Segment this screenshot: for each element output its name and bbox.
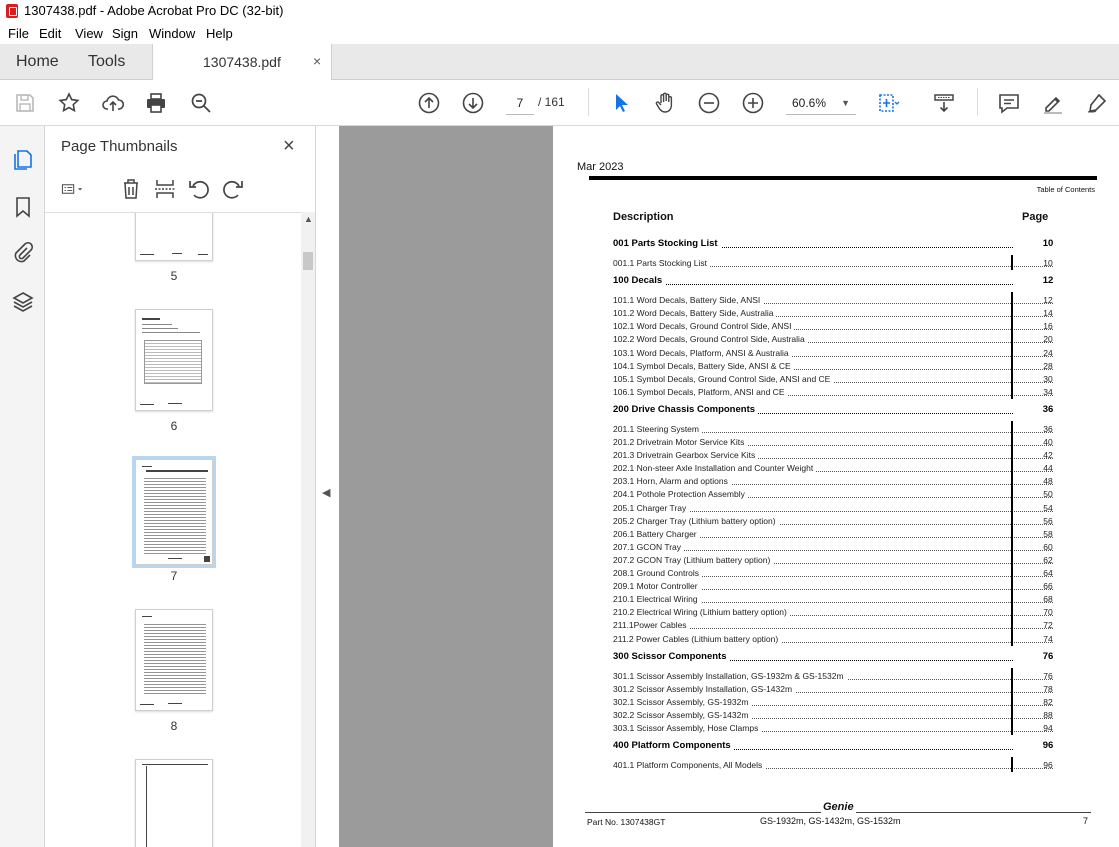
- toc-entry-page: 34: [1043, 386, 1053, 397]
- toc-entry-title: 207.2 GCON Tray (Lithium battery option): [613, 555, 773, 565]
- toc-margin-bar: [1011, 757, 1013, 772]
- toc-entry[interactable]: [613, 437, 1053, 450]
- bookmark-star-icon[interactable]: [57, 91, 81, 115]
- thumbnail-page-number: 7: [170, 569, 178, 583]
- toc-entry-title: 102.1 Word Decals, Ground Control Side, ANSI: [613, 321, 794, 331]
- page-thumbnail-9[interactable]: [135, 759, 213, 847]
- toc-entry-page: 96: [1043, 760, 1053, 771]
- extract-page-icon[interactable]: [153, 177, 177, 201]
- page-total: / 161: [538, 95, 565, 109]
- toc-entry-page: 94: [1043, 723, 1053, 733]
- thumbnail-list: [45, 212, 301, 847]
- thumbnail-page-number: 6: [170, 419, 178, 433]
- toc-entry-title: 101.2 Word Decals, Battery Side, Australia: [613, 308, 776, 318]
- toc-entry-page: 50: [1043, 489, 1053, 500]
- close-tab-icon[interactable]: ×: [313, 53, 322, 69]
- main-toolbar: [0, 80, 1119, 126]
- toc-entry-page: 82: [1043, 696, 1053, 707]
- tab-bar: [0, 44, 1119, 80]
- toc-section-heading[interactable]: [613, 740, 1053, 753]
- toc-entry-page: 96: [1042, 740, 1054, 752]
- toc-entry-title: 208.1 Ground Controls: [613, 568, 702, 578]
- toc-entry-title: 211.1Power Cables: [613, 620, 690, 630]
- toc-entry-title: 205.1 Charger Tray: [613, 503, 689, 513]
- toc-entry[interactable]: [613, 594, 1053, 607]
- toc-entry[interactable]: [613, 387, 1053, 400]
- page-number: 7: [1083, 816, 1089, 826]
- toc-entry-page: 44: [1043, 463, 1053, 474]
- toc-entry-page: 48: [1043, 476, 1053, 487]
- attachments-icon[interactable]: [11, 241, 35, 265]
- toc-entry[interactable]: [613, 697, 1053, 710]
- navigation-rail: [0, 126, 45, 847]
- delete-page-icon[interactable]: [119, 177, 143, 201]
- toc-entry-title: 101.1 Word Decals, Battery Side, ANSI: [613, 295, 763, 305]
- toc-entry[interactable]: [613, 723, 1053, 736]
- toc-entry-title: 300 Scissor Components: [613, 651, 730, 662]
- sign-pen-icon[interactable]: [1085, 91, 1109, 115]
- menu-file[interactable]: File: [8, 26, 29, 41]
- toc-entry[interactable]: [613, 555, 1053, 568]
- layers-icon[interactable]: [11, 290, 35, 314]
- toc-entry[interactable]: [613, 424, 1053, 437]
- page-thumbnail-7[interactable]: [135, 459, 213, 565]
- toc-entry-page: 76: [1043, 670, 1053, 681]
- viewer-background: [339, 126, 553, 847]
- toc-entry-title: 401.1 Platform Components, All Models: [613, 760, 765, 770]
- toc-entry-page: 74: [1043, 633, 1053, 644]
- toc-entry[interactable]: [613, 634, 1053, 647]
- scroll-mode-icon[interactable]: [932, 91, 956, 115]
- toc-entry[interactable]: [613, 489, 1053, 502]
- rotate-clockwise-icon[interactable]: [221, 177, 245, 201]
- toc-entry-title: 100 Decals: [613, 275, 665, 286]
- toc-entry[interactable]: [613, 607, 1053, 620]
- zoom-level-value: 60.6%: [792, 96, 827, 110]
- toc-entry-page: 16: [1043, 321, 1053, 332]
- toc-entry-title: 200 Drive Chassis Components: [613, 404, 758, 415]
- toc-entry-page: 62: [1043, 554, 1053, 565]
- toc-entry-page: 20: [1043, 334, 1053, 345]
- toc-entry-title: 302.1 Scissor Assembly, GS-1932m: [613, 697, 751, 707]
- menu-help[interactable]: Help: [206, 26, 233, 41]
- toc-entry-page: 70: [1043, 607, 1053, 618]
- toc-entry-page: 14: [1043, 308, 1053, 319]
- document-tab-label: 1307438.pdf: [203, 54, 281, 70]
- page-number-input[interactable]: 7: [506, 91, 534, 115]
- toc-entry-title: 303.1 Scissor Assembly, Hose Clamps: [613, 723, 761, 733]
- zoom-level-select[interactable]: [786, 91, 856, 115]
- toc-entry[interactable]: [613, 581, 1053, 594]
- window-title: 1307438.pdf - Adobe Acrobat Pro DC (32-bit): [24, 3, 284, 18]
- scroll-up-icon[interactable]: ▲: [304, 214, 313, 224]
- toc-entry[interactable]: [613, 476, 1053, 489]
- scrollbar-thumb[interactable]: [303, 252, 313, 270]
- toc-margin-bar: [1011, 720, 1013, 735]
- model-list: GS-1932m, GS-1432m, GS-1532m: [760, 816, 901, 826]
- acrobat-app-icon: [6, 4, 18, 18]
- toc-entry-title: 102.2 Word Decals, Ground Control Side, Australia: [613, 334, 808, 344]
- page-thumbnail-6[interactable]: [135, 309, 213, 411]
- toolbar-divider: [977, 88, 978, 116]
- toc-entry[interactable]: [613, 503, 1053, 516]
- toc-entry-title: 301.2 Scissor Assembly Installation, GS-1432m: [613, 684, 795, 694]
- toc-entry[interactable]: [613, 568, 1053, 581]
- section-title: Table of Contents: [1036, 185, 1095, 194]
- toc-entry-page: 10: [1042, 238, 1054, 249]
- toc-entry-page: 60: [1043, 541, 1053, 552]
- toc-entry-title: 205.2 Charger Tray (Lithium battery option): [613, 516, 779, 526]
- chevron-down-icon: ▼: [841, 98, 850, 108]
- page-thumbnail-8[interactable]: [135, 609, 213, 711]
- toc-entry-page: 68: [1043, 594, 1053, 605]
- toc-entry-title: 103.1 Word Decals, Platform, ANSI & Australia: [613, 348, 792, 358]
- toc-entry[interactable]: [613, 295, 1053, 308]
- toc-entry[interactable]: [613, 542, 1053, 555]
- menu-view[interactable]: View: [75, 26, 103, 41]
- panel-title: Page Thumbnails: [61, 138, 178, 155]
- toc-entry-title: 211.2 Power Cables (Lithium battery option): [613, 634, 781, 644]
- toc-entry-title: 209.1 Motor Controller: [613, 581, 701, 591]
- toc-entry[interactable]: [613, 529, 1053, 542]
- header-rule: [589, 176, 1097, 180]
- print-icon[interactable]: [144, 91, 168, 115]
- toc-section-heading[interactable]: [613, 404, 1053, 417]
- toc-entry[interactable]: [613, 760, 1053, 773]
- page-thumbnails-icon[interactable]: [11, 148, 35, 172]
- toc-margin-bar: [1011, 631, 1013, 646]
- toc-entry-page: 72: [1043, 620, 1053, 631]
- tab-tools[interactable]: Tools: [88, 53, 126, 70]
- tab-document[interactable]: [152, 44, 332, 80]
- menu-bar: [0, 22, 1119, 44]
- toc-entry[interactable]: [613, 361, 1053, 374]
- tab-home[interactable]: Home: [16, 53, 59, 70]
- toc-entry-title: 201.3 Drivetrain Gearbox Service Kits: [613, 450, 758, 460]
- toc-entry[interactable]: [613, 450, 1053, 463]
- toc-entry-page: 64: [1043, 568, 1053, 578]
- select-cursor-icon[interactable]: [609, 91, 633, 115]
- toc-entry-page: 28: [1043, 360, 1053, 371]
- toc-entry[interactable]: [613, 516, 1053, 529]
- toc-entry-page: 10: [1043, 258, 1053, 268]
- toc-entry-title: 106.1 Symbol Decals, Platform, ANSI and CE: [613, 387, 788, 397]
- previous-page-icon[interactable]: [417, 91, 441, 115]
- toc-entry-title: 210.1 Electrical Wiring: [613, 594, 701, 604]
- pdf-page: [553, 126, 1119, 847]
- toc-entry-title: 207.1 GCON Tray: [613, 542, 684, 552]
- toc-entry[interactable]: [613, 334, 1053, 347]
- page-thumbnails-panel: [45, 126, 316, 847]
- toc-entry-page: 30: [1043, 373, 1053, 384]
- page-fit-icon[interactable]: [876, 91, 900, 115]
- thumbnail-page-number: 5: [170, 269, 178, 283]
- toc-entry-page: 40: [1043, 437, 1053, 447]
- leader-dots: [613, 284, 1013, 285]
- zoom-in-icon[interactable]: [741, 91, 765, 115]
- toc-entry-title: 105.1 Symbol Decals, Ground Control Side, ANSI and CE: [613, 374, 833, 384]
- toolbar-divider: [588, 88, 589, 116]
- toc-entry-title: 202.1 Non-steer Axle Installation and Counter Weight: [613, 463, 816, 473]
- title-bar: [0, 0, 1119, 22]
- toc-entry-title: 400 Platform Components: [613, 740, 734, 751]
- toc-entry-page: 36: [1043, 423, 1053, 434]
- zoom-out-icon[interactable]: [697, 91, 721, 115]
- genie-logo: Genie: [823, 801, 854, 813]
- toc-entry[interactable]: [613, 348, 1053, 361]
- toc-entry-title: 201.1 Steering System: [613, 424, 702, 434]
- document-date: Mar 2023: [577, 161, 624, 173]
- toc-entry-title: 204.1 Pothole Protection Assembly: [613, 489, 748, 499]
- toc-section-heading[interactable]: [613, 275, 1053, 288]
- toc-section-heading[interactable]: [613, 238, 1053, 251]
- toc-entry-page: 58: [1043, 528, 1053, 539]
- part-number: Part No. 1307438GT: [587, 817, 666, 827]
- toc-margin-bar: [1011, 384, 1013, 399]
- thumbnail-scrollbar[interactable]: [301, 212, 315, 847]
- toc-section-heading[interactable]: [613, 651, 1053, 664]
- save-icon[interactable]: [13, 91, 37, 115]
- toc-entry-title: 001 Parts Stocking List: [613, 238, 721, 249]
- close-panel-icon[interactable]: ×: [283, 135, 295, 157]
- toc-entry-title: 206.1 Battery Charger: [613, 529, 700, 539]
- toc-entry-title: 302.2 Scissor Assembly, GS-1432m: [613, 710, 751, 720]
- toc-entry-title: 210.2 Electrical Wiring (Lithium battery option): [613, 607, 790, 617]
- toc-entry-title: 104.1 Symbol Decals, Battery Side, ANSI & CE: [613, 361, 794, 371]
- toc-entry-title: 301.1 Scissor Assembly Installation, GS-1932m & GS-1532m: [613, 671, 847, 681]
- next-page-icon[interactable]: [461, 91, 485, 115]
- toc-entry[interactable]: [613, 374, 1053, 387]
- menu-edit[interactable]: Edit: [39, 26, 62, 41]
- toc-entry-page: 78: [1043, 683, 1053, 694]
- toc-entry[interactable]: [613, 308, 1053, 321]
- toc-entry[interactable]: [613, 710, 1053, 723]
- toc-entry[interactable]: [613, 321, 1053, 334]
- toc-entry[interactable]: [613, 463, 1053, 476]
- toc-entry-page: 24: [1043, 347, 1053, 358]
- collapse-panel-icon[interactable]: ◀: [322, 487, 331, 499]
- highlight-pen-icon[interactable]: [1041, 91, 1065, 115]
- toc-entry-page: 54: [1043, 502, 1053, 513]
- toc-entry-title: 203.1 Horn, Alarm and options: [613, 476, 731, 486]
- options-menu-icon[interactable]: [61, 177, 95, 201]
- menu-sign[interactable]: Sign: [112, 26, 139, 41]
- zoom-search-icon[interactable]: [189, 91, 213, 115]
- thumbnail-toolbar: [57, 174, 307, 204]
- toc-entry[interactable]: [613, 684, 1053, 697]
- bookmarks-icon[interactable]: [11, 195, 35, 219]
- toc-entry-title: 201.2 Drivetrain Motor Service Kits: [613, 437, 747, 447]
- toc-entry-page: 56: [1043, 515, 1053, 526]
- page-thumbnail-5[interactable]: [135, 212, 213, 261]
- toc-margin-bar: [1011, 255, 1013, 270]
- toc-entry-page: 12: [1042, 275, 1054, 287]
- toc-entry[interactable]: [613, 258, 1053, 271]
- comment-icon[interactable]: [997, 91, 1021, 115]
- hand-tool-icon[interactable]: [653, 91, 677, 115]
- toc-entry-page: 12: [1043, 295, 1053, 306]
- toc-entry-page: 88: [1043, 709, 1053, 720]
- menu-window[interactable]: Window: [149, 26, 196, 41]
- column-header-description: Description: [613, 211, 674, 223]
- thumbnail-page-number: 8: [170, 719, 178, 733]
- upload-cloud-icon[interactable]: [101, 91, 125, 115]
- toc-entry[interactable]: [613, 671, 1053, 684]
- toc-entry-title: 001.1 Parts Stocking List: [613, 258, 710, 268]
- toc-entry[interactable]: [613, 620, 1053, 633]
- column-header-page: Page: [1022, 211, 1049, 223]
- toc-entry-page: 76: [1042, 650, 1054, 662]
- rotate-counterclockwise-icon[interactable]: [187, 177, 211, 201]
- toc-entry-page: 42: [1043, 450, 1053, 461]
- toc-entry-page: 36: [1042, 403, 1054, 415]
- toc-entry-page: 66: [1043, 581, 1053, 592]
